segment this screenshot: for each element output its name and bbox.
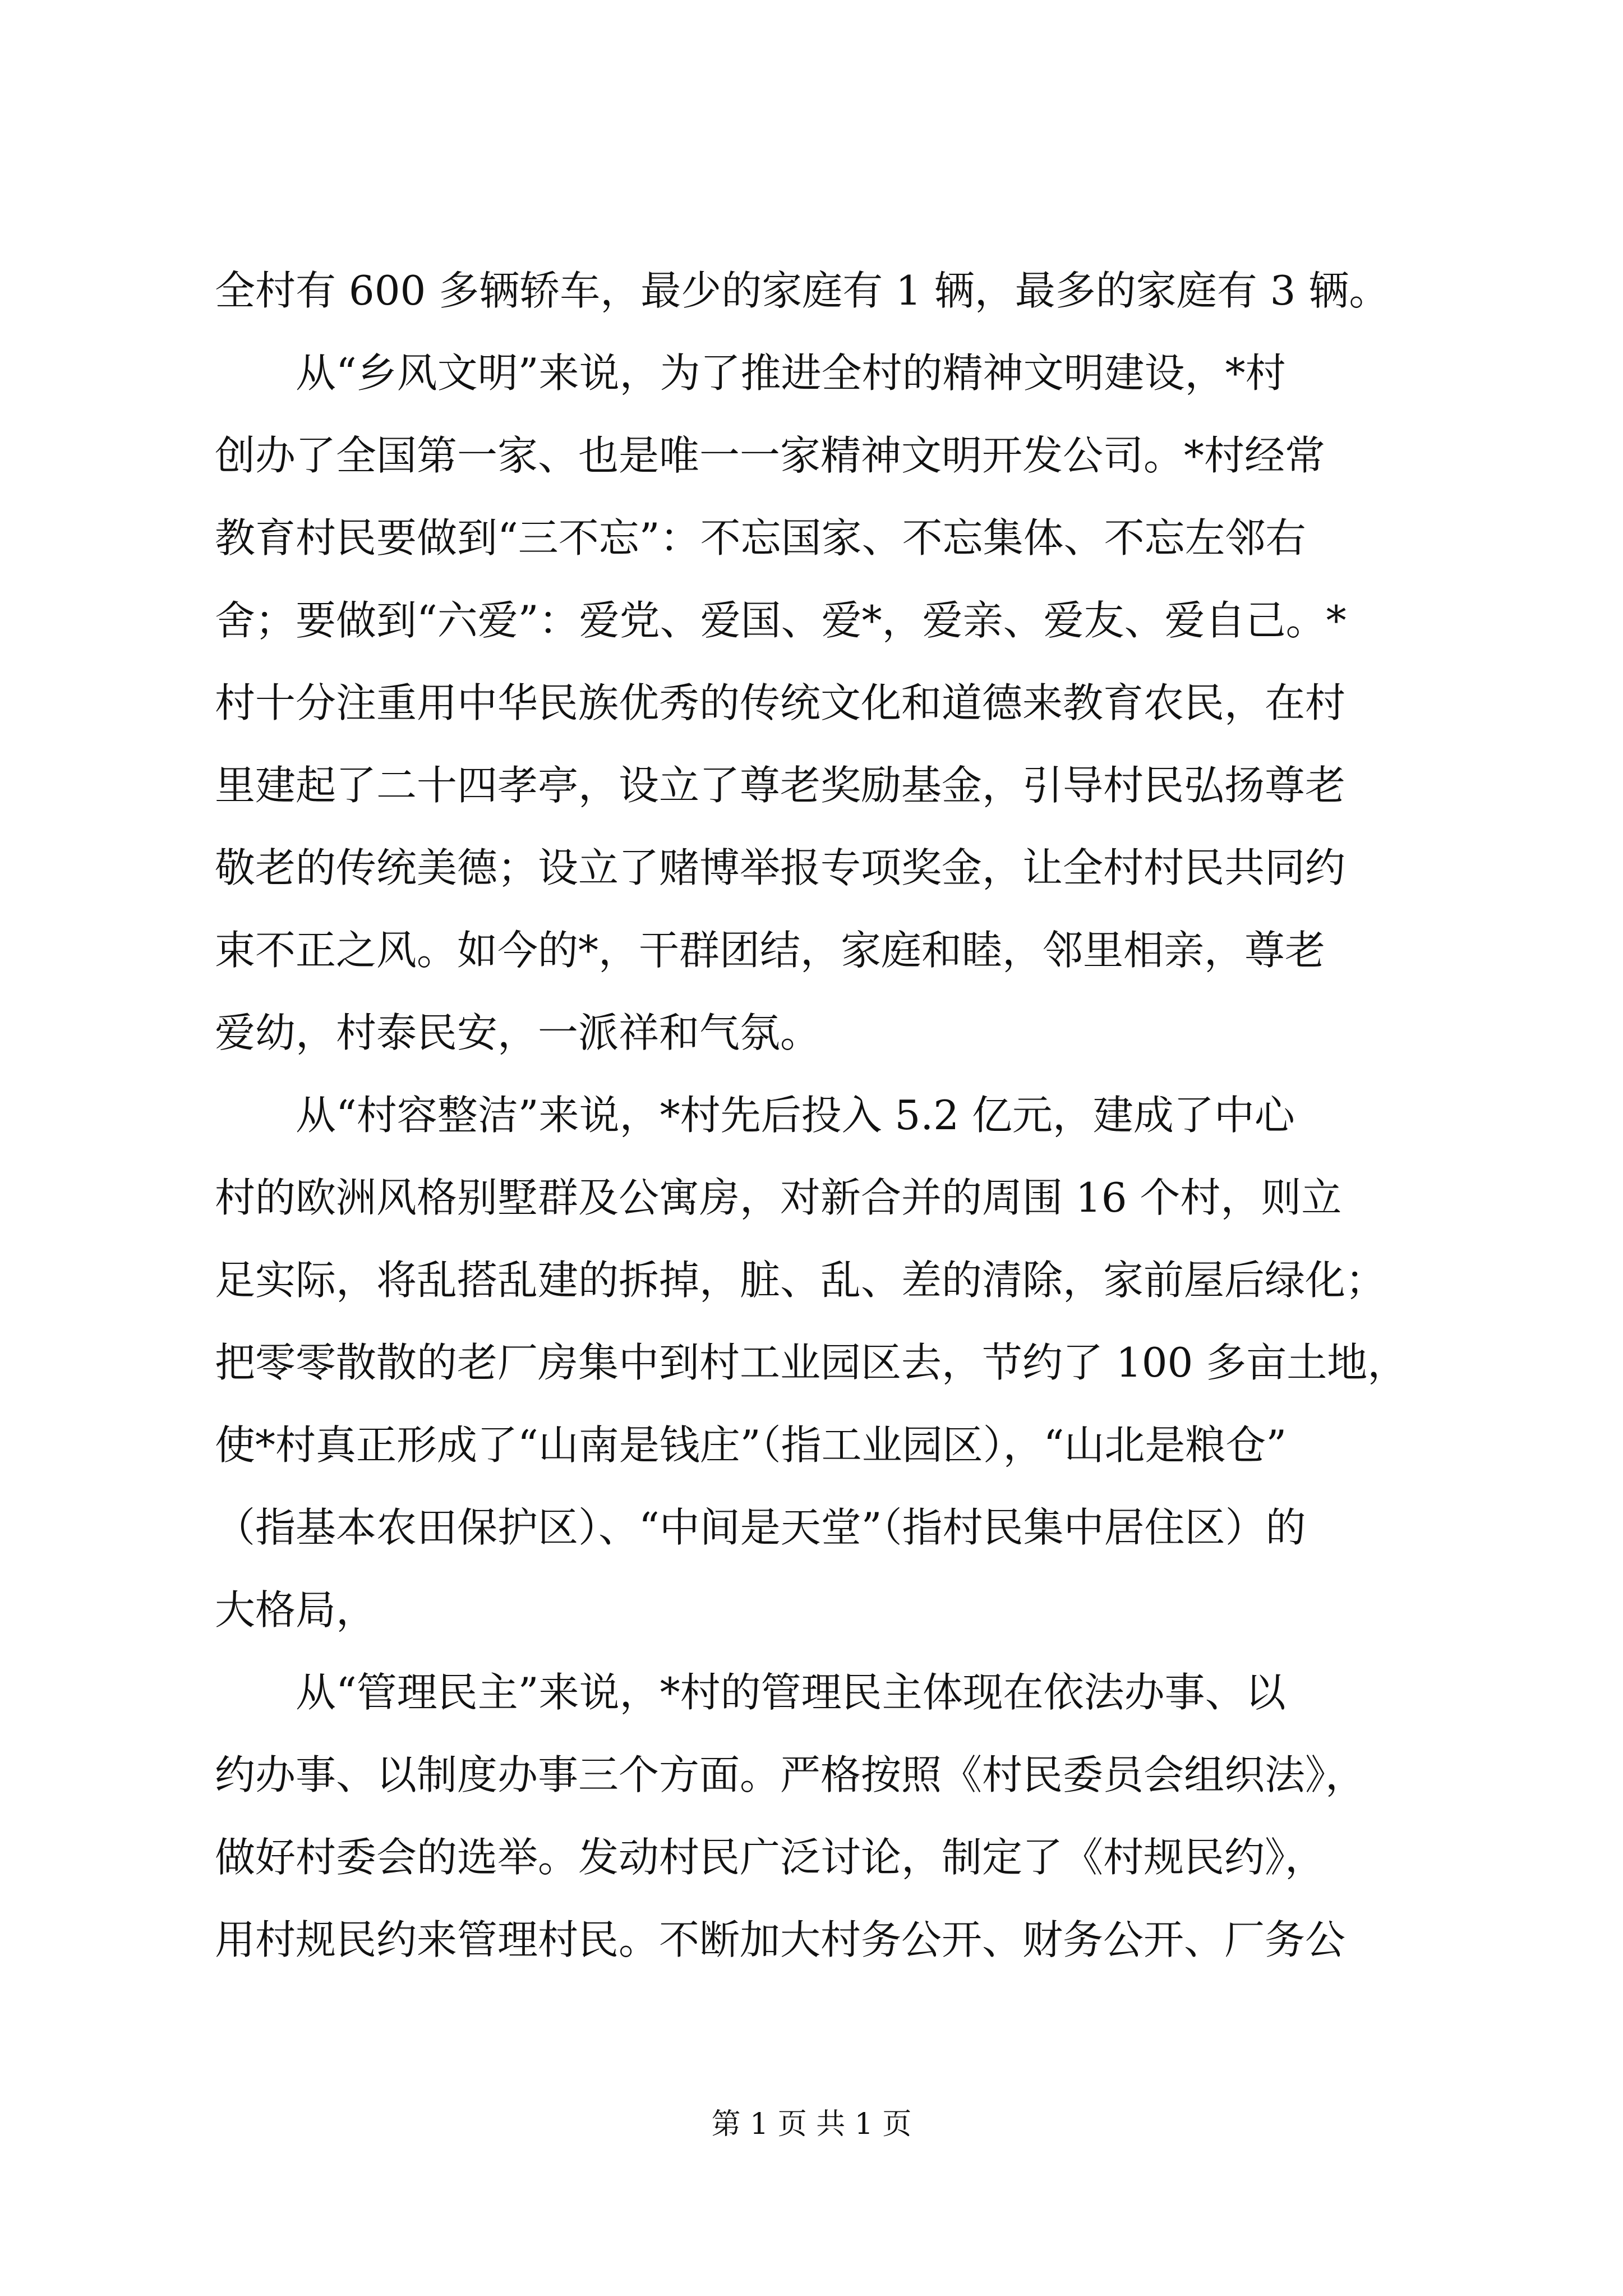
text-line: 做好村委会的选举。发动村民广泛讨论，制定了《村规民约》， [215, 1834, 1326, 1881]
text-line: 从“管理民主”来说，*村的管理民主体现在依法办事、以 [215, 1669, 1286, 1716]
text-line: 村的欧洲风格别墅群及公寓房，对新合并的周围 16 个村，则立 [215, 1174, 1342, 1221]
text-line: 约办事、以制度办事三个方面。严格按照《村民委员会组织法》， [215, 1751, 1366, 1798]
text-line: 创办了全国第一家、也是唯一一家精神文明开发公司。*村经常 [215, 432, 1326, 479]
text-line: 使*村真正形成了“山南是钱庄”（指工业园区），“山北是粮仓” [215, 1421, 1287, 1469]
page-footer: 第 1 页 共 1 页 [711, 2108, 912, 2141]
text-line: 舍；要做到“六爱”：爱党、爱国、爱*，爱亲、爱友、爱自己。* [215, 597, 1347, 644]
text-line: 爱幼，村泰民安，一派祥和气氛。 [215, 1009, 821, 1056]
text-line: 从“村容整洁”来说，*村先后投入 5.2 亿元，建成了中心 [215, 1092, 1295, 1139]
text-line: 敬老的传统美德；设立了赌博举报专项奖金，让全村村民共同约 [215, 844, 1346, 891]
text-line: 足实际，将乱搭乱建的拆掉，脏、乱、差的清除，家前屋后绿化； [215, 1257, 1386, 1304]
text-line: 束不正之风。如今的*，干群团结，家庭和睦，邻里相亲，尊老 [215, 927, 1326, 974]
text-line: 大格局， [215, 1586, 377, 1634]
text-line: 里建起了二十四孝亭，设立了尊老奖励基金，引导村民弘扬尊老 [215, 762, 1346, 809]
text-line: 全村有 600 多辆轿车，最少的家庭有 1 辆，最多的家庭有 3 辆。 [215, 267, 1390, 314]
text-line: （指基本农田保护区）、“中间是天堂”（指村民集中居住区）的 [215, 1504, 1306, 1551]
text-line: 把零零散散的老厂房集中到村工业园区去，节约了 100 多亩土地， [215, 1339, 1408, 1386]
text-line: 用村规民约来管理村民。不断加大村务公开、财务公开、厂务公 [215, 1916, 1346, 1963]
text-line: 村十分注重用中华民族优秀的传统文化和道德来教育农民，在村 [215, 679, 1346, 726]
text-line: 教育村民要做到“三不忘”：不忘国家、不忘集体、不忘左邻右 [215, 514, 1306, 562]
text-line: 从“乡风文明”来说，为了推进全村的精神文明建设，*村 [215, 349, 1286, 397]
